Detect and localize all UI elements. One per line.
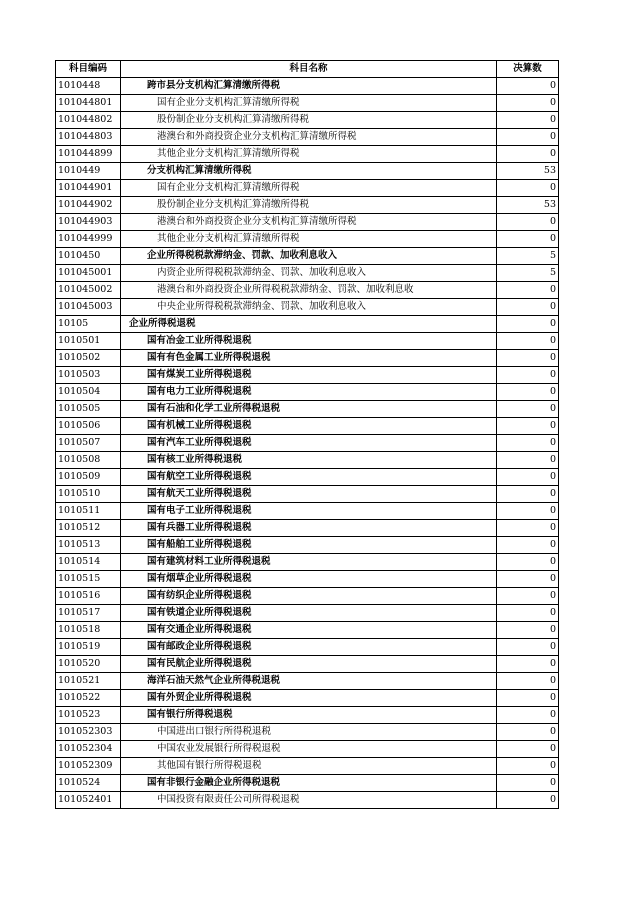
cell-code: 101052401 bbox=[56, 792, 121, 809]
cell-code: 1010450 bbox=[56, 248, 121, 265]
table-row bbox=[56, 265, 559, 282]
cell-code: 101044801 bbox=[56, 95, 121, 112]
cell-value: 5 bbox=[497, 265, 559, 282]
table-row bbox=[56, 571, 559, 588]
cell-code: 1010521 bbox=[56, 673, 121, 690]
table-row bbox=[56, 401, 559, 418]
table-row bbox=[56, 112, 559, 129]
table-row bbox=[56, 180, 559, 197]
cell-code: 101044902 bbox=[56, 197, 121, 214]
cell-value: 5 bbox=[497, 248, 559, 265]
table-row bbox=[56, 775, 559, 792]
cell-code: 1010509 bbox=[56, 469, 121, 486]
table-row bbox=[56, 588, 559, 605]
cell-value: 0 bbox=[497, 112, 559, 129]
cell-code: 1010448 bbox=[56, 78, 121, 95]
table-row bbox=[56, 197, 559, 214]
cell-name: 中国投资有限责任公司所得税退税 bbox=[121, 792, 497, 809]
table-row bbox=[56, 520, 559, 537]
cell-name: 国有外贸企业所得税退税 bbox=[121, 690, 497, 707]
cell-code: 1010504 bbox=[56, 384, 121, 401]
cell-code: 101052309 bbox=[56, 758, 121, 775]
cell-name: 跨市县分支机构汇算清缴所得税 bbox=[121, 78, 497, 95]
cell-code: 1010517 bbox=[56, 605, 121, 622]
cell-code: 1010511 bbox=[56, 503, 121, 520]
table-row bbox=[56, 435, 559, 452]
cell-name: 国有非银行金融企业所得税退税 bbox=[121, 775, 497, 792]
table-row bbox=[56, 622, 559, 639]
cell-name: 其他企业分支机构汇算清缴所得税 bbox=[121, 231, 497, 248]
cell-name: 中央企业所得税税款滞纳金、罚款、加收利息收入 bbox=[121, 299, 497, 316]
cell-code: 101045002 bbox=[56, 282, 121, 299]
cell-value: 0 bbox=[497, 333, 559, 350]
cell-value: 0 bbox=[497, 503, 559, 520]
cell-value: 0 bbox=[497, 452, 559, 469]
table-row bbox=[56, 248, 559, 265]
cell-code: 1010510 bbox=[56, 486, 121, 503]
cell-name: 企业所得税退税 bbox=[121, 316, 497, 333]
table-row bbox=[56, 418, 559, 435]
cell-code: 1010519 bbox=[56, 639, 121, 656]
budget-table-sheet bbox=[55, 60, 559, 809]
cell-name: 国有船舶工业所得税退税 bbox=[121, 537, 497, 554]
cell-name: 国有企业分支机构汇算清缴所得税 bbox=[121, 180, 497, 197]
cell-value: 0 bbox=[497, 571, 559, 588]
cell-name: 国有纺织企业所得税退税 bbox=[121, 588, 497, 605]
cell-name: 国有航天工业所得税退税 bbox=[121, 486, 497, 503]
table-row bbox=[56, 282, 559, 299]
cell-value: 0 bbox=[497, 554, 559, 571]
cell-code: 1010515 bbox=[56, 571, 121, 588]
cell-code: 101044903 bbox=[56, 214, 121, 231]
cell-code: 1010505 bbox=[56, 401, 121, 418]
cell-name: 国有电力工业所得税退税 bbox=[121, 384, 497, 401]
cell-value: 0 bbox=[497, 299, 559, 316]
cell-name: 分支机构汇算清缴所得税 bbox=[121, 163, 497, 180]
cell-name: 国有航空工业所得税退税 bbox=[121, 469, 497, 486]
header-name: 科目名称 bbox=[121, 61, 497, 78]
cell-name: 国有烟草企业所得税退税 bbox=[121, 571, 497, 588]
cell-name: 国有企业分支机构汇算清缴所得税 bbox=[121, 95, 497, 112]
cell-name: 国有有色金属工业所得税退税 bbox=[121, 350, 497, 367]
table-row bbox=[56, 333, 559, 350]
cell-name: 国有核工业所得税退税 bbox=[121, 452, 497, 469]
table-row bbox=[56, 214, 559, 231]
cell-code: 1010513 bbox=[56, 537, 121, 554]
table-row bbox=[56, 350, 559, 367]
cell-value: 0 bbox=[497, 792, 559, 809]
table-row bbox=[56, 469, 559, 486]
table-row bbox=[56, 707, 559, 724]
table-row bbox=[56, 537, 559, 554]
cell-code: 1010507 bbox=[56, 435, 121, 452]
cell-code: 1010524 bbox=[56, 775, 121, 792]
cell-value: 0 bbox=[497, 282, 559, 299]
cell-value: 0 bbox=[497, 418, 559, 435]
cell-name: 其他企业分支机构汇算清缴所得税 bbox=[121, 146, 497, 163]
table-row bbox=[56, 639, 559, 656]
cell-code: 101044901 bbox=[56, 180, 121, 197]
cell-code: 1010449 bbox=[56, 163, 121, 180]
header-value: 决算数 bbox=[497, 61, 559, 78]
cell-value: 0 bbox=[497, 316, 559, 333]
table-header-row bbox=[56, 61, 559, 78]
cell-name: 中国农业发展银行所得税退税 bbox=[121, 741, 497, 758]
cell-code: 1010503 bbox=[56, 367, 121, 384]
cell-code: 10105 bbox=[56, 316, 121, 333]
cell-name: 国有兵器工业所得税退税 bbox=[121, 520, 497, 537]
cell-value: 0 bbox=[497, 78, 559, 95]
cell-code: 101052304 bbox=[56, 741, 121, 758]
table-row bbox=[56, 724, 559, 741]
cell-name: 国有冶金工业所得税退税 bbox=[121, 333, 497, 350]
cell-code: 1010516 bbox=[56, 588, 121, 605]
cell-name: 股份制企业分支机构汇算清缴所得税 bbox=[121, 112, 497, 129]
cell-value: 0 bbox=[497, 775, 559, 792]
cell-value: 0 bbox=[497, 435, 559, 452]
table-row bbox=[56, 384, 559, 401]
table-row bbox=[56, 486, 559, 503]
cell-code: 1010501 bbox=[56, 333, 121, 350]
cell-code: 1010522 bbox=[56, 690, 121, 707]
cell-value: 0 bbox=[497, 350, 559, 367]
cell-name: 国有邮政企业所得税退税 bbox=[121, 639, 497, 656]
cell-value: 0 bbox=[497, 469, 559, 486]
header-code: 科目编码 bbox=[56, 61, 121, 78]
cell-value: 0 bbox=[497, 367, 559, 384]
cell-value: 0 bbox=[497, 384, 559, 401]
cell-value: 0 bbox=[497, 622, 559, 639]
cell-name: 中国进出口银行所得税退税 bbox=[121, 724, 497, 741]
table-row bbox=[56, 299, 559, 316]
cell-name: 国有机械工业所得税退税 bbox=[121, 418, 497, 435]
table-row bbox=[56, 78, 559, 95]
cell-code: 101045001 bbox=[56, 265, 121, 282]
cell-name: 海洋石油天然气企业所得税退税 bbox=[121, 673, 497, 690]
cell-name: 股份制企业分支机构汇算清缴所得税 bbox=[121, 197, 497, 214]
cell-value: 0 bbox=[497, 180, 559, 197]
cell-name: 国有民航企业所得税退税 bbox=[121, 656, 497, 673]
cell-code: 101052303 bbox=[56, 724, 121, 741]
cell-value: 0 bbox=[497, 758, 559, 775]
cell-name: 国有汽车工业所得税退税 bbox=[121, 435, 497, 452]
cell-value: 0 bbox=[497, 605, 559, 622]
cell-value: 0 bbox=[497, 537, 559, 554]
cell-value: 0 bbox=[497, 707, 559, 724]
cell-name: 企业所得税税款滞纳金、罚款、加收利息收入 bbox=[121, 248, 497, 265]
cell-name: 国有交通企业所得税退税 bbox=[121, 622, 497, 639]
table-row bbox=[56, 656, 559, 673]
table-row bbox=[56, 758, 559, 775]
table-row bbox=[56, 129, 559, 146]
table-row bbox=[56, 367, 559, 384]
cell-name: 国有煤炭工业所得税退税 bbox=[121, 367, 497, 384]
cell-code: 101044899 bbox=[56, 146, 121, 163]
cell-value: 53 bbox=[497, 163, 559, 180]
cell-name: 港澳台和外商投资企业分支机构汇算清缴所得税 bbox=[121, 129, 497, 146]
cell-value: 0 bbox=[497, 214, 559, 231]
cell-name: 国有石油和化学工业所得税退税 bbox=[121, 401, 497, 418]
table-row bbox=[56, 690, 559, 707]
cell-value: 0 bbox=[497, 588, 559, 605]
table-row bbox=[56, 231, 559, 248]
cell-code: 101044802 bbox=[56, 112, 121, 129]
cell-value: 0 bbox=[497, 486, 559, 503]
table-row bbox=[56, 95, 559, 112]
cell-code: 1010520 bbox=[56, 656, 121, 673]
table-row bbox=[56, 163, 559, 180]
budget-table bbox=[55, 60, 559, 809]
cell-value: 0 bbox=[497, 724, 559, 741]
cell-name: 国有铁道企业所得税退税 bbox=[121, 605, 497, 622]
cell-name: 港澳台和外商投资企业所得税税款滞纳金、罚款、加收利息收 bbox=[121, 282, 497, 299]
cell-value: 0 bbox=[497, 401, 559, 418]
cell-code: 1010506 bbox=[56, 418, 121, 435]
table-row bbox=[56, 792, 559, 809]
cell-value: 0 bbox=[497, 656, 559, 673]
table-row bbox=[56, 146, 559, 163]
cell-code: 1010508 bbox=[56, 452, 121, 469]
cell-code: 1010523 bbox=[56, 707, 121, 724]
table-body bbox=[56, 78, 559, 809]
table-row bbox=[56, 554, 559, 571]
cell-name: 其他国有银行所得税退税 bbox=[121, 758, 497, 775]
table-row bbox=[56, 741, 559, 758]
table-row bbox=[56, 452, 559, 469]
cell-name: 国有银行所得税退税 bbox=[121, 707, 497, 724]
cell-value: 0 bbox=[497, 231, 559, 248]
cell-code: 101044999 bbox=[56, 231, 121, 248]
cell-name: 港澳台和外商投资企业分支机构汇算清缴所得税 bbox=[121, 214, 497, 231]
table-row bbox=[56, 605, 559, 622]
cell-code: 1010518 bbox=[56, 622, 121, 639]
cell-value: 0 bbox=[497, 639, 559, 656]
cell-value: 0 bbox=[497, 95, 559, 112]
cell-value: 0 bbox=[497, 673, 559, 690]
cell-value: 0 bbox=[497, 741, 559, 758]
cell-code: 1010502 bbox=[56, 350, 121, 367]
cell-value: 53 bbox=[497, 197, 559, 214]
cell-value: 0 bbox=[497, 690, 559, 707]
table-row bbox=[56, 673, 559, 690]
cell-name: 国有电子工业所得税退税 bbox=[121, 503, 497, 520]
table-row bbox=[56, 503, 559, 520]
cell-code: 1010514 bbox=[56, 554, 121, 571]
cell-code: 101045003 bbox=[56, 299, 121, 316]
table-row bbox=[56, 316, 559, 333]
cell-code: 1010512 bbox=[56, 520, 121, 537]
cell-code: 101044803 bbox=[56, 129, 121, 146]
cell-value: 0 bbox=[497, 520, 559, 537]
cell-value: 0 bbox=[497, 146, 559, 163]
cell-name: 国有建筑材料工业所得税退税 bbox=[121, 554, 497, 571]
cell-name: 内资企业所得税税款滞纳金、罚款、加收利息收入 bbox=[121, 265, 497, 282]
cell-value: 0 bbox=[497, 129, 559, 146]
